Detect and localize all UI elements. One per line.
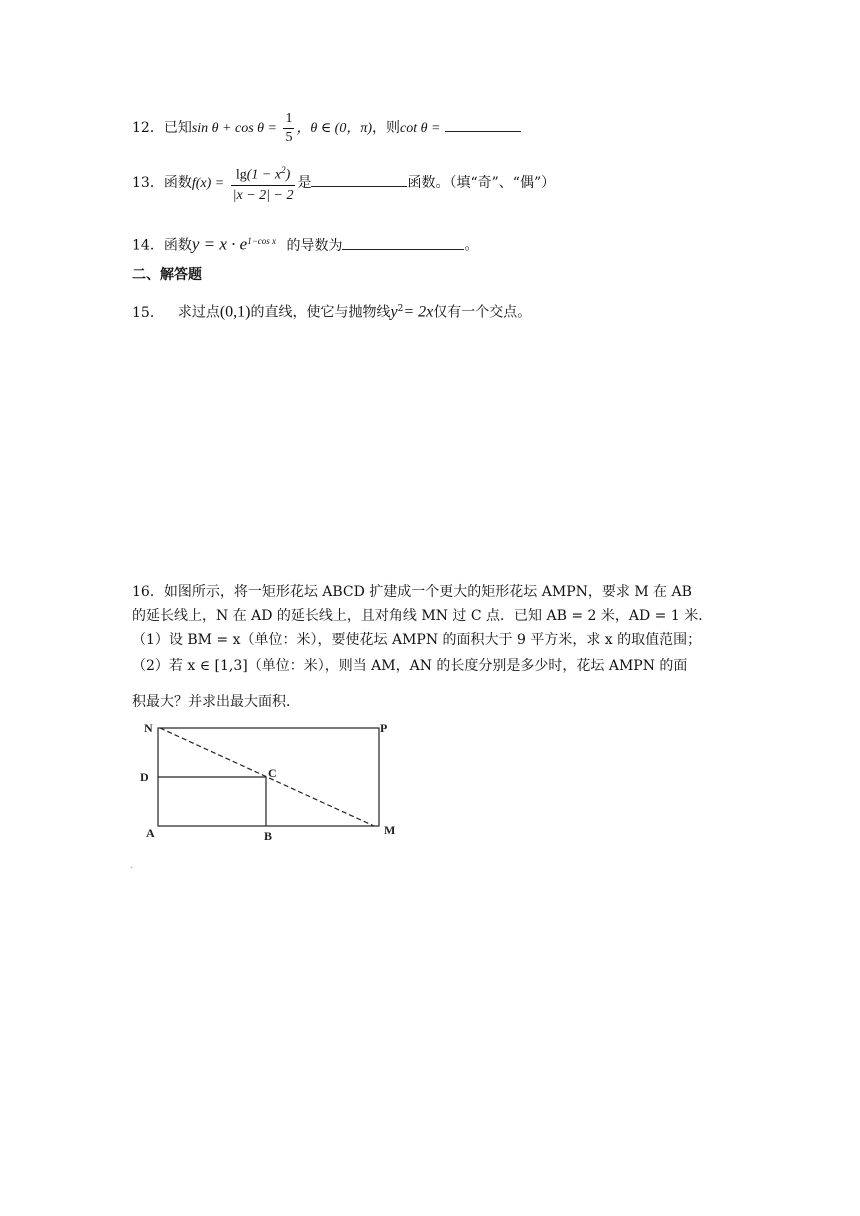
q12-frac-den: 5 [285, 129, 293, 145]
q12-number: 12． [132, 120, 164, 136]
q13-num-paren: (1 − x [246, 167, 282, 183]
q13-suffix: 函数。（填“奇”、“偶”） [407, 175, 556, 191]
label-C: C [268, 766, 277, 780]
q15-curve-sup: 2 [397, 304, 404, 314]
q13-frac-den: |x − 2| − 2 [231, 185, 296, 205]
q12-frac-num: 1 [285, 110, 293, 126]
q15-text2: 的直线，使它与抛物线 [250, 304, 391, 321]
q16-line-1: 16．如图所示，将一矩形花坛 ABCD 扩建成一个更大的矩形花坛 AMPN，要求 M 在 AB [132, 584, 692, 600]
q12-fraction [283, 111, 294, 146]
q16-line-4: （2）若 x ∈ [1,3]（单位：米），则当 AM，AN 的长度分别是多少时，花坛 AMPN 的面 [132, 658, 688, 674]
q14-expr: y = x · e [191, 234, 248, 254]
q13-fx: f(x) = [191, 176, 225, 191]
section-title: 二、解答题 [132, 267, 202, 283]
q14-prefix: 函数 [163, 237, 192, 254]
q16-line-2: 的延长线上，N 在 AD 的延长线上，且对角线 MN 过 C 点．已知 AB = 2 米，AD = 1 米． [132, 608, 713, 624]
q16-line-3: （1）设 BM = x（单位：米），要使花坛 AMPN 的面积大于 9 平方米，求 x 的取值范围； [132, 632, 702, 648]
rectangle-figure [130, 716, 410, 846]
q14-answer-blank[interactable] [342, 249, 464, 250]
q14-exp: 1−cos x [247, 236, 277, 246]
question-13 [132, 160, 555, 206]
q13-answer-blank[interactable] [311, 186, 407, 187]
q14-suffix: 的导数为 [286, 237, 343, 254]
q15-text3: 仅有一个交点。 [433, 304, 532, 321]
q16-line-5: 积最大？并求出最大面积． [132, 694, 300, 710]
question-14 [132, 228, 478, 254]
q15-curve-rest: = 2x [403, 303, 434, 321]
q13-num-lg: lg [235, 167, 247, 183]
q12-then: ，则 [372, 120, 401, 136]
q13-prefix: 函数 [163, 175, 192, 191]
q13-mid: 是 [297, 175, 312, 191]
q12-lhs: sin θ + cos θ = [191, 121, 277, 136]
q15-text1: 求过点 [177, 304, 220, 321]
q13-num-close: ) [285, 167, 291, 183]
q13-fraction [231, 161, 296, 206]
q13-num-sup: 2 [281, 164, 286, 175]
label-M: M [384, 823, 396, 837]
q15-number: 15． [132, 304, 164, 321]
q12-answer-blank[interactable] [445, 131, 521, 132]
label-A: A [146, 826, 155, 840]
q14-number: 14． [132, 237, 164, 254]
label-B: B [264, 829, 273, 843]
q14-end: 。 [464, 237, 479, 254]
label-N: N [144, 721, 153, 735]
q15-curve-y: y [390, 303, 398, 321]
q12-prefix: 已知 [163, 120, 192, 136]
label-P: P [380, 721, 388, 735]
q12-condition: ，θ ∈ (0，π) [296, 121, 373, 136]
q13-frac-num [231, 161, 296, 186]
q15-point: (0,1) [219, 303, 251, 321]
q12-target: cot θ = [400, 121, 441, 136]
label-D: D [140, 770, 149, 784]
footer-mark: . [130, 860, 134, 871]
q13-number: 13． [132, 175, 164, 191]
question-15 [132, 296, 531, 322]
question-12 [132, 108, 521, 148]
